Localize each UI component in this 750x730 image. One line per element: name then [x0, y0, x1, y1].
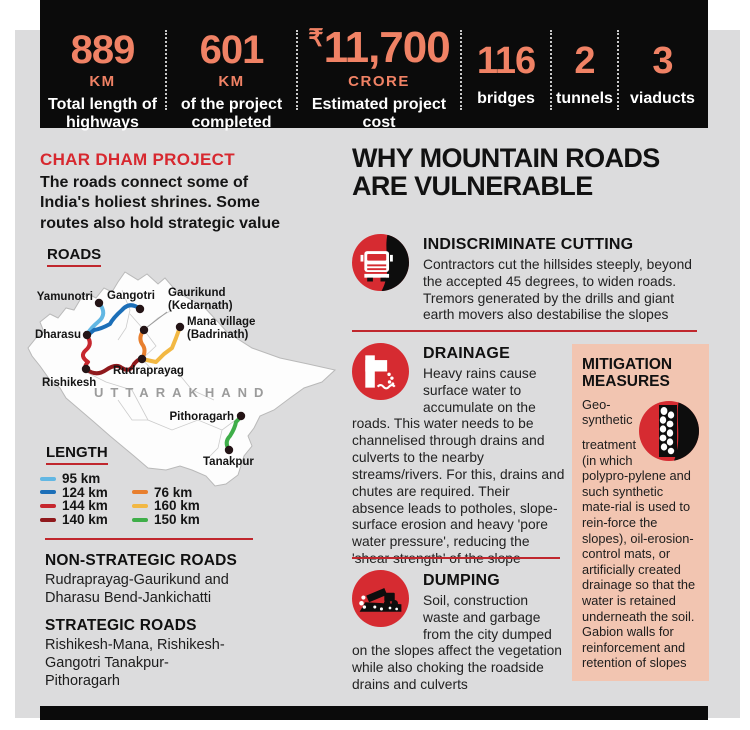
- stat-label: Total length of highways: [47, 96, 157, 131]
- dot-dharasu: [83, 331, 91, 339]
- dot-rudraprayag: [138, 355, 146, 363]
- stat-value: 889: [70, 28, 135, 72]
- route-swatch: [132, 490, 148, 494]
- section-title: DUMPING: [423, 572, 500, 589]
- red-divider: [352, 557, 560, 559]
- label-gaurikund: Gaurikund: [168, 287, 226, 299]
- stat-cost: [298, 0, 460, 131]
- section-text: Soil, construction waste and garbage from the city dumped on the slopes affect the vegetation while also choking the roadside drains and culverts: [352, 593, 562, 693]
- dump-truck-icon: [352, 570, 409, 627]
- roads-label: ROADS: [47, 246, 101, 267]
- dot-pithoragarh: [237, 412, 245, 420]
- stat-unit: KM: [218, 73, 245, 90]
- section-title: DRAINAGE: [423, 345, 510, 362]
- legend-item: [132, 486, 244, 500]
- stat-unit: KM: [89, 73, 116, 90]
- stat-tunnels: [552, 0, 617, 128]
- legend-label: 95 km: [62, 471, 101, 487]
- stat-total-length: [40, 0, 165, 131]
- route-swatch: [132, 504, 148, 508]
- strategic-roads-heading: STRATEGIC ROADS: [45, 617, 197, 634]
- label-dharasu: Dharasu: [34, 329, 81, 341]
- legend-item: [40, 513, 132, 527]
- dot-rishikesh: [82, 365, 90, 373]
- legend-spacer: [132, 472, 244, 486]
- legend-label: 160 km: [154, 498, 200, 514]
- red-divider: [45, 538, 253, 540]
- char-dham-title: CHAR DHAM PROJECT: [40, 150, 235, 169]
- label-tanakpur: Tanakpur: [203, 456, 254, 468]
- legend-item: [40, 486, 132, 500]
- strategic-roads-text: Rishikesh-Mana, Rishikesh-Gangotri Tanakpur-Pithoragarh: [45, 637, 225, 689]
- label-rishikesh: Rishikesh: [42, 377, 97, 389]
- stat-value: 601: [199, 28, 264, 72]
- route-swatch: [40, 490, 56, 494]
- legend-label: 76 km: [154, 484, 193, 500]
- why-heading: WHY MOUNTAIN ROADS ARE VULNERABLE: [352, 143, 660, 202]
- section-text: Contractors cut the hillsides steeply, beyond the accepted 45 degrees, to widen roads. Tremors generated by the drills and giant earth movers also destabilise the slopes: [423, 257, 692, 323]
- label-mana-village: Mana village: [187, 316, 256, 328]
- route-length-legend: [40, 472, 244, 526]
- dot-yamunotri: [95, 299, 103, 307]
- label-rudraprayag: Rudraprayag: [113, 365, 184, 377]
- stat-bridges: [462, 0, 550, 128]
- legend-label: 124 km: [62, 484, 108, 500]
- legend-item: [40, 499, 132, 513]
- legend-item: [132, 513, 244, 527]
- section-title: INDISCRIMINATE CUTTING: [423, 236, 634, 253]
- stat-label: tunnels: [556, 90, 613, 107]
- stat-label: Estimated project cost: [311, 96, 447, 131]
- section-indiscriminate-cutting: [352, 234, 700, 324]
- stat-label: of the project completed: [180, 96, 283, 131]
- stats-bar: [40, 0, 708, 131]
- section-drainage: [352, 343, 565, 568]
- sidebar-title: MITIGATION MEASURES: [582, 356, 673, 391]
- red-divider: [352, 330, 697, 332]
- section-dumping: [352, 570, 567, 694]
- dot-gaurikund: [140, 326, 148, 334]
- stat-value: 2: [574, 40, 595, 82]
- label-badrinath: (Badrinath): [187, 329, 249, 341]
- rupee-symbol: ₹: [308, 25, 324, 52]
- section-text: Heavy rains cause surface water to accumulate on the roads. This water needs to be channelised through drains and culverts to the nearby streams/rivers. For this, drains and chutes are required. Their absence leads to potholes, slope-surface erosion and heavy 'pore water pressure', reducing the 'shear strength' of the slope: [352, 366, 565, 567]
- dot-mana-village: [176, 323, 184, 331]
- sidebar-text: [582, 397, 699, 671]
- label-gangotri: Gangotri: [107, 290, 155, 302]
- stat-completed: [167, 0, 296, 131]
- non-strategic-roads-heading: NON-STRATEGIC ROADS: [45, 552, 238, 569]
- stat-value: 116: [476, 40, 536, 82]
- stat-label: viaducts: [630, 90, 695, 107]
- legend-label: 144 km: [62, 498, 108, 514]
- drain-icon: [352, 343, 409, 400]
- label-yamunotri: Yamunotri: [36, 291, 93, 303]
- legend-label: 140 km: [62, 512, 108, 528]
- route-swatch: [40, 504, 56, 508]
- stat-label: bridges: [477, 90, 535, 107]
- bottom-bar: [40, 706, 708, 720]
- gabion-wall-icon: [639, 401, 699, 461]
- dot-tanakpur: [225, 446, 233, 454]
- stat-viaducts: [619, 0, 706, 128]
- legend-item: [132, 499, 244, 513]
- region-label: UTTARAKHAND: [94, 385, 271, 400]
- truck-icon: [352, 234, 409, 291]
- stat-unit: CRORE: [348, 73, 410, 90]
- legend-item: [40, 472, 132, 486]
- non-strategic-roads-text: Rudraprayag-Gaurikund and Dharasu Bend-Jankichatti: [45, 572, 229, 606]
- length-label: LENGTH: [46, 444, 108, 465]
- mitigation-sidebar: [572, 344, 709, 681]
- route-swatch: [132, 518, 148, 522]
- route-swatch: [40, 477, 56, 481]
- dot-gangotri: [136, 305, 144, 313]
- sidebar-body: Geo-synthetic treatment (in which polypro-pylene and such synthetic mate-rial is used to rein-force the slopes), oil-erosion-control mats, or artificially created drainage so that the water is retained underneath the soil. Gabion walls for reinforcement and retention of slopes: [582, 396, 696, 671]
- stat-value: [308, 23, 450, 72]
- legend-label: 150 km: [154, 512, 200, 528]
- label-pithoragarh: Pithoragarh: [169, 411, 234, 423]
- intro-text: The roads connect some of India's holiest shrines. Some routes also hold strategic value: [40, 174, 281, 232]
- stat-value: 3: [652, 40, 673, 82]
- stat-value-number: 11,700: [323, 23, 450, 72]
- route-swatch: [40, 518, 56, 522]
- label-kedarnath: (Kedarnath): [168, 300, 233, 312]
